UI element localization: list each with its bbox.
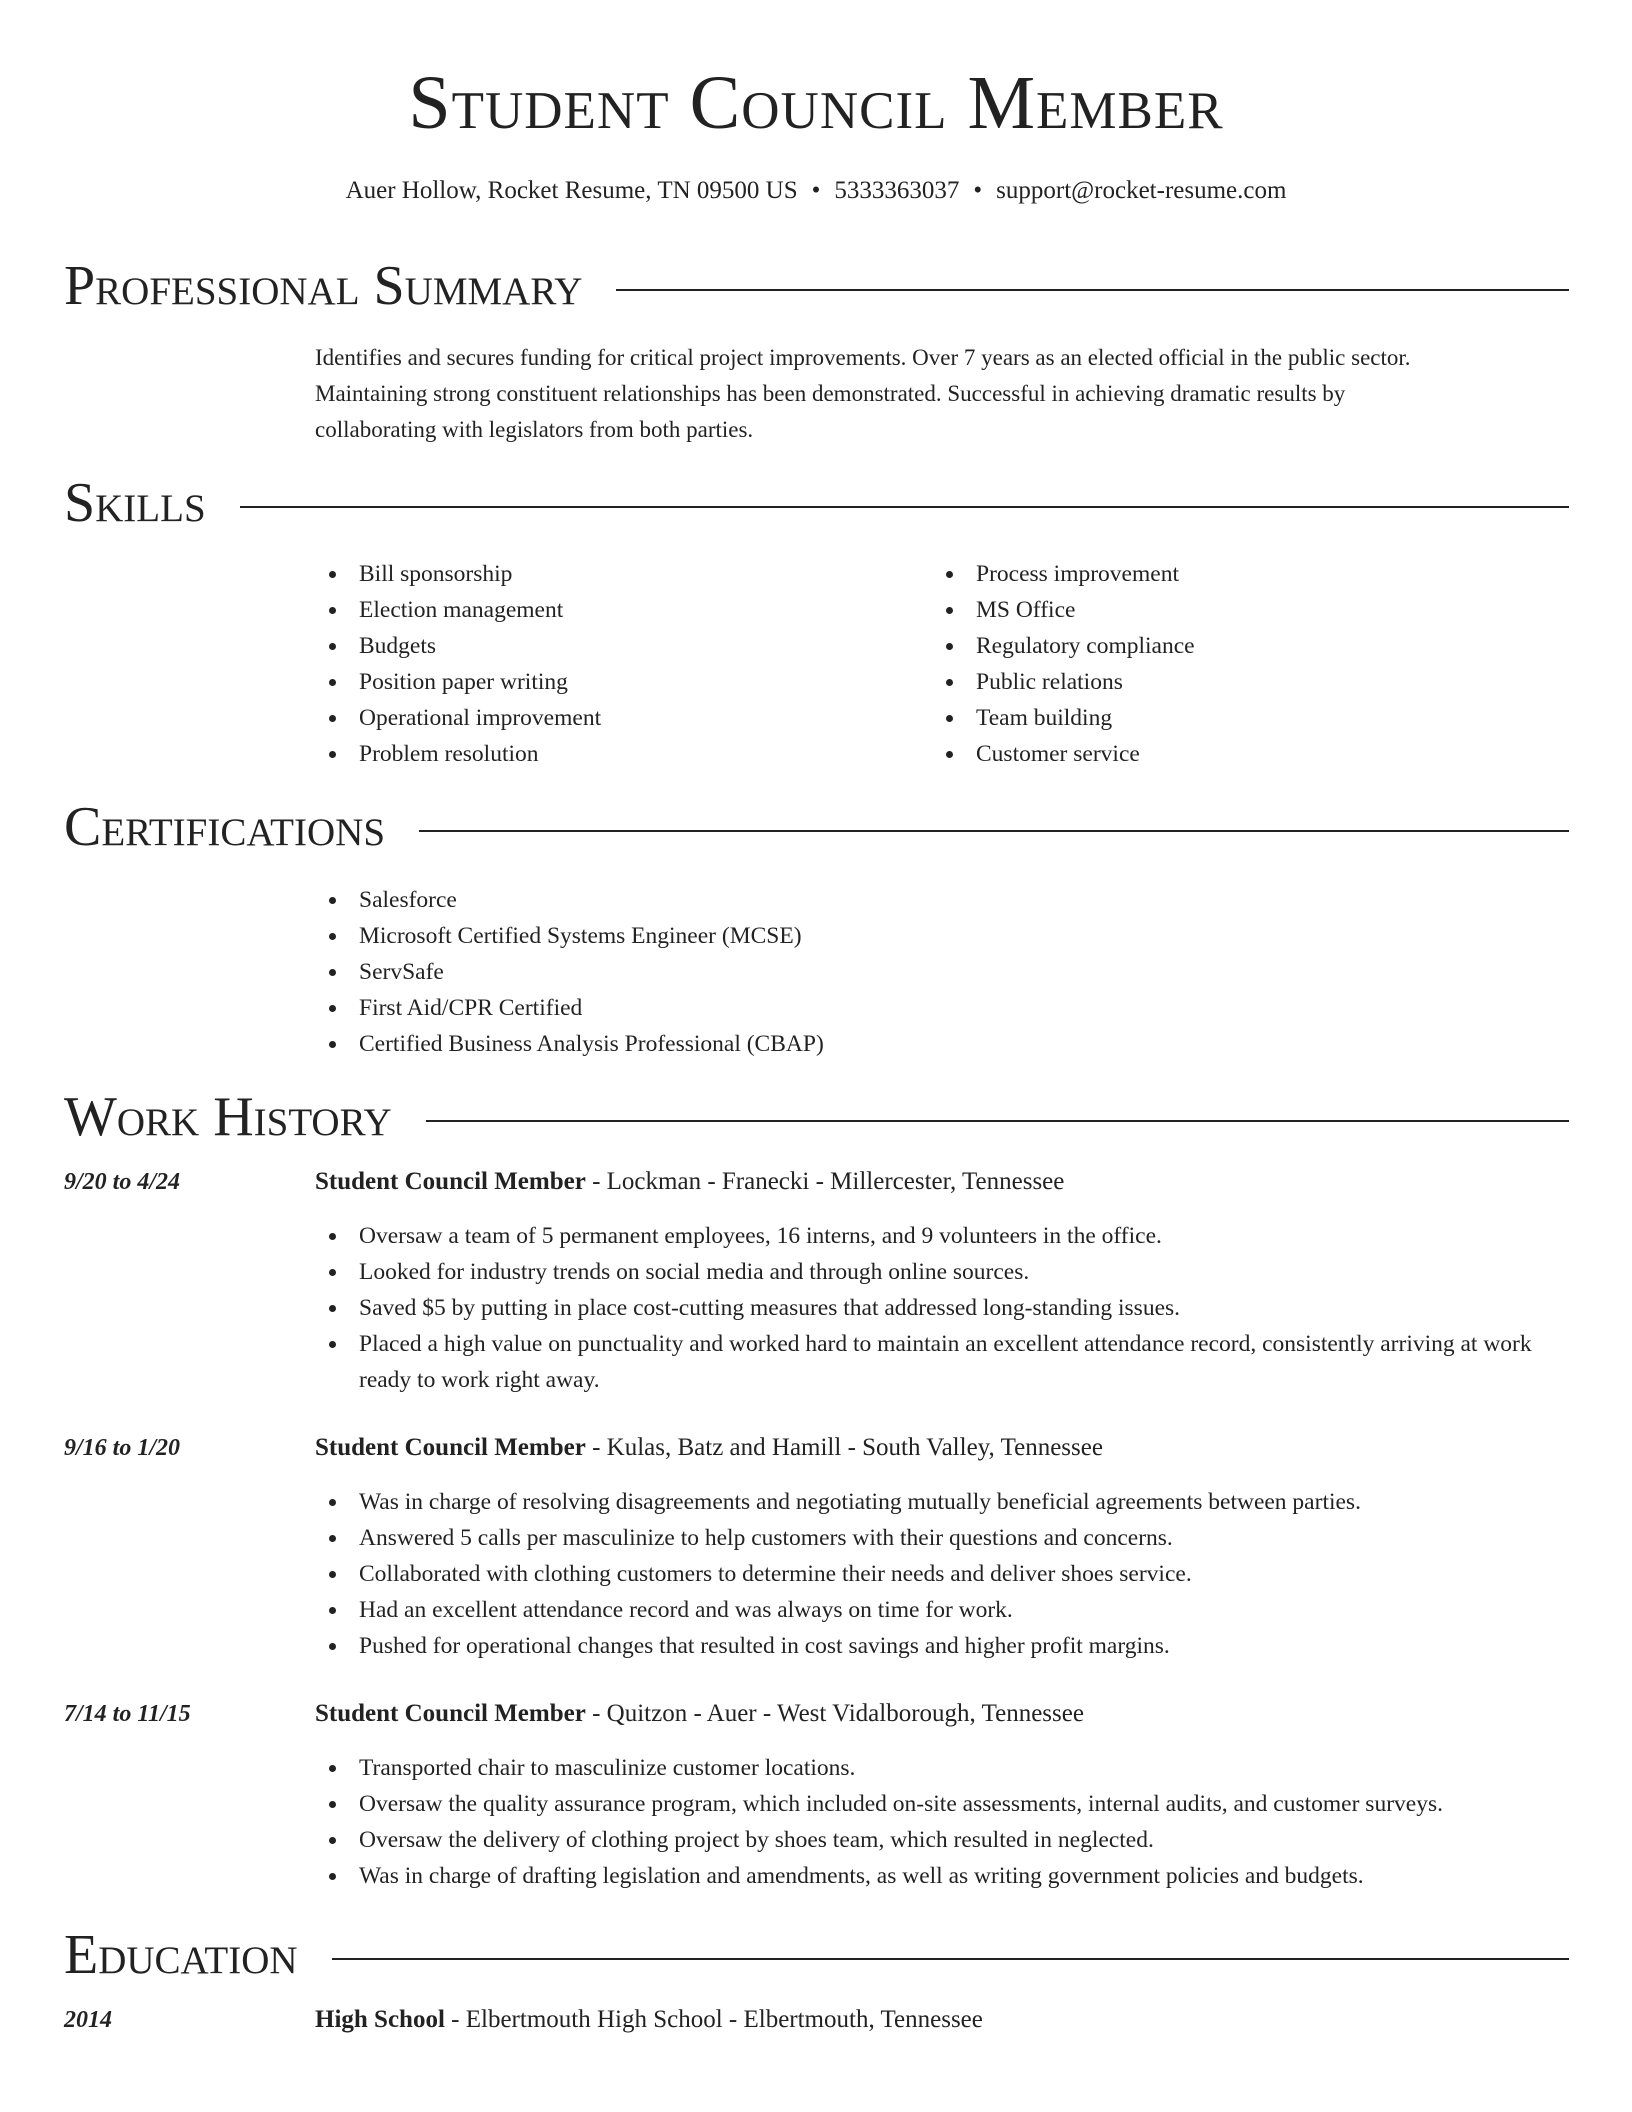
job-title: Student Council Member — [315, 1168, 586, 1195]
job-bullet: Saved $5 by putting in place cost-cutting measures that addressed long-standing issues. — [315, 1290, 1565, 1326]
job-dates: 9/16 to 1/20 — [64, 1435, 181, 1461]
skill-item: Election management — [315, 592, 915, 628]
job-bullet: Had an excellent attendance record and was always on time for work. — [315, 1592, 1565, 1628]
summary-line: Identifies and secures funding for critical project improvements. Over 7 years as an elected official in the public sector. — [315, 345, 1411, 370]
job-dates: 9/20 to 4/24 — [64, 1169, 181, 1195]
skills-list-right — [932, 556, 1532, 772]
job-title: Student Council Member — [315, 1434, 586, 1461]
job-bullet: Looked for industry trends on social media and through online sources. — [315, 1254, 1565, 1290]
job-employer-location: - Lockman - Franecki - Millercester, Tennessee — [585, 1168, 1065, 1195]
job-bullet-list — [315, 1218, 1565, 1398]
job-bullet: Oversaw the quality assurance program, which included on-site assessments, internal audits, and customer surveys. — [315, 1786, 1565, 1822]
certification-item: First Aid/CPR Certified — [315, 990, 1315, 1026]
section-header-education — [64, 1922, 1569, 1988]
certifications-list — [315, 882, 1315, 1062]
section-title: Work History — [64, 1086, 392, 1148]
job-bullet: Oversaw a team of 5 permanent employees, 16 interns, and 9 volunteers in the office. — [315, 1218, 1565, 1254]
summary-text — [315, 340, 1565, 448]
summary-line: collaborating with legislators from both parties. — [315, 417, 754, 442]
skill-item: Public relations — [932, 664, 1532, 700]
job-bullet-list — [315, 1484, 1565, 1664]
section-divider — [332, 1958, 1569, 1960]
contact-separator: • — [973, 177, 983, 204]
education-year: 2014 — [64, 2007, 112, 2033]
job-bullet: Oversaw the delivery of clothing project by shoes team, which resulted in neglected. — [315, 1822, 1565, 1858]
contact-address: Auer Hollow, Rocket Resume, TN 09500 US — [345, 177, 798, 204]
contact-email: support@rocket-resume.com — [996, 177, 1287, 204]
job-employer-location: - Quitzon - Auer - West Vidalborough, Tennessee — [585, 1700, 1084, 1727]
section-divider — [616, 289, 1569, 291]
certification-item: ServSafe — [315, 954, 1315, 990]
contact-separator: • — [811, 177, 821, 204]
job-bullet-list — [315, 1750, 1565, 1894]
job-heading — [315, 1430, 1565, 1466]
summary-line: Maintaining strong constituent relationships has been demonstrated. Successful in achieving dramatic results by — [315, 381, 1346, 406]
skill-item: Budgets — [315, 628, 915, 664]
skill-item: Regulatory compliance — [932, 628, 1532, 664]
skill-item: Customer service — [932, 736, 1532, 772]
section-title: Education — [64, 1924, 298, 1986]
job-bullet: Transported chair to masculinize customer locations. — [315, 1750, 1565, 1786]
contact-phone: 5333363037 — [834, 177, 960, 204]
job-bullet: Placed a high value on punctuality and worked hard to maintain an excellent attendance record, consistently arriving at work ready to work right away. — [315, 1326, 1565, 1398]
section-title: Professional Summary — [64, 255, 583, 317]
certification-item: Certified Business Analysis Professional (CBAP) — [315, 1026, 1315, 1062]
section-divider — [240, 506, 1569, 508]
section-title: Certifications — [64, 796, 386, 858]
section-divider — [426, 1120, 1569, 1122]
skill-item: MS Office — [932, 592, 1532, 628]
skill-item: Operational improvement — [315, 700, 915, 736]
section-header-summary — [64, 253, 1569, 319]
job-heading — [315, 1164, 1565, 1200]
skill-item: Bill sponsorship — [315, 556, 915, 592]
skill-item: Position paper writing — [315, 664, 915, 700]
skill-item: Process improvement — [932, 556, 1532, 592]
section-header-certifications — [64, 794, 1569, 860]
resume-name: Student Council Member — [408, 61, 1224, 145]
job-employer-location: - Kulas, Batz and Hamill - South Valley, Tennessee — [585, 1434, 1103, 1461]
skill-item: Problem resolution — [315, 736, 915, 772]
certification-item: Microsoft Certified Systems Engineer (MCSE) — [315, 918, 1315, 954]
contact-line — [0, 174, 1632, 208]
section-title: Skills — [64, 472, 206, 534]
education-degree: High School — [315, 2006, 445, 2033]
education-heading — [315, 2002, 1565, 2038]
job-bullet: Answered 5 calls per masculinize to help customers with their questions and concerns. — [315, 1520, 1565, 1556]
education-school-location: - Elbertmouth High School - Elbertmouth, Tennessee — [444, 2006, 983, 2033]
job-heading — [315, 1696, 1565, 1732]
section-header-skills — [64, 470, 1569, 536]
certification-item: Salesforce — [315, 882, 1315, 918]
section-divider — [419, 830, 1569, 832]
job-dates: 7/14 to 11/15 — [64, 1701, 191, 1727]
section-header-work-history — [64, 1084, 1569, 1150]
job-bullet: Was in charge of drafting legislation and amendments, as well as writing government policies and budgets. — [315, 1858, 1565, 1894]
skill-item: Team building — [932, 700, 1532, 736]
job-bullet: Collaborated with clothing customers to determine their needs and deliver shoes service. — [315, 1556, 1565, 1592]
skills-list-left — [315, 556, 915, 772]
job-bullet: Was in charge of resolving disagreements and negotiating mutually beneficial agreements between parties. — [315, 1484, 1565, 1520]
job-title: Student Council Member — [315, 1700, 586, 1727]
job-bullet: Pushed for operational changes that resulted in cost savings and higher profit margins. — [315, 1628, 1565, 1664]
